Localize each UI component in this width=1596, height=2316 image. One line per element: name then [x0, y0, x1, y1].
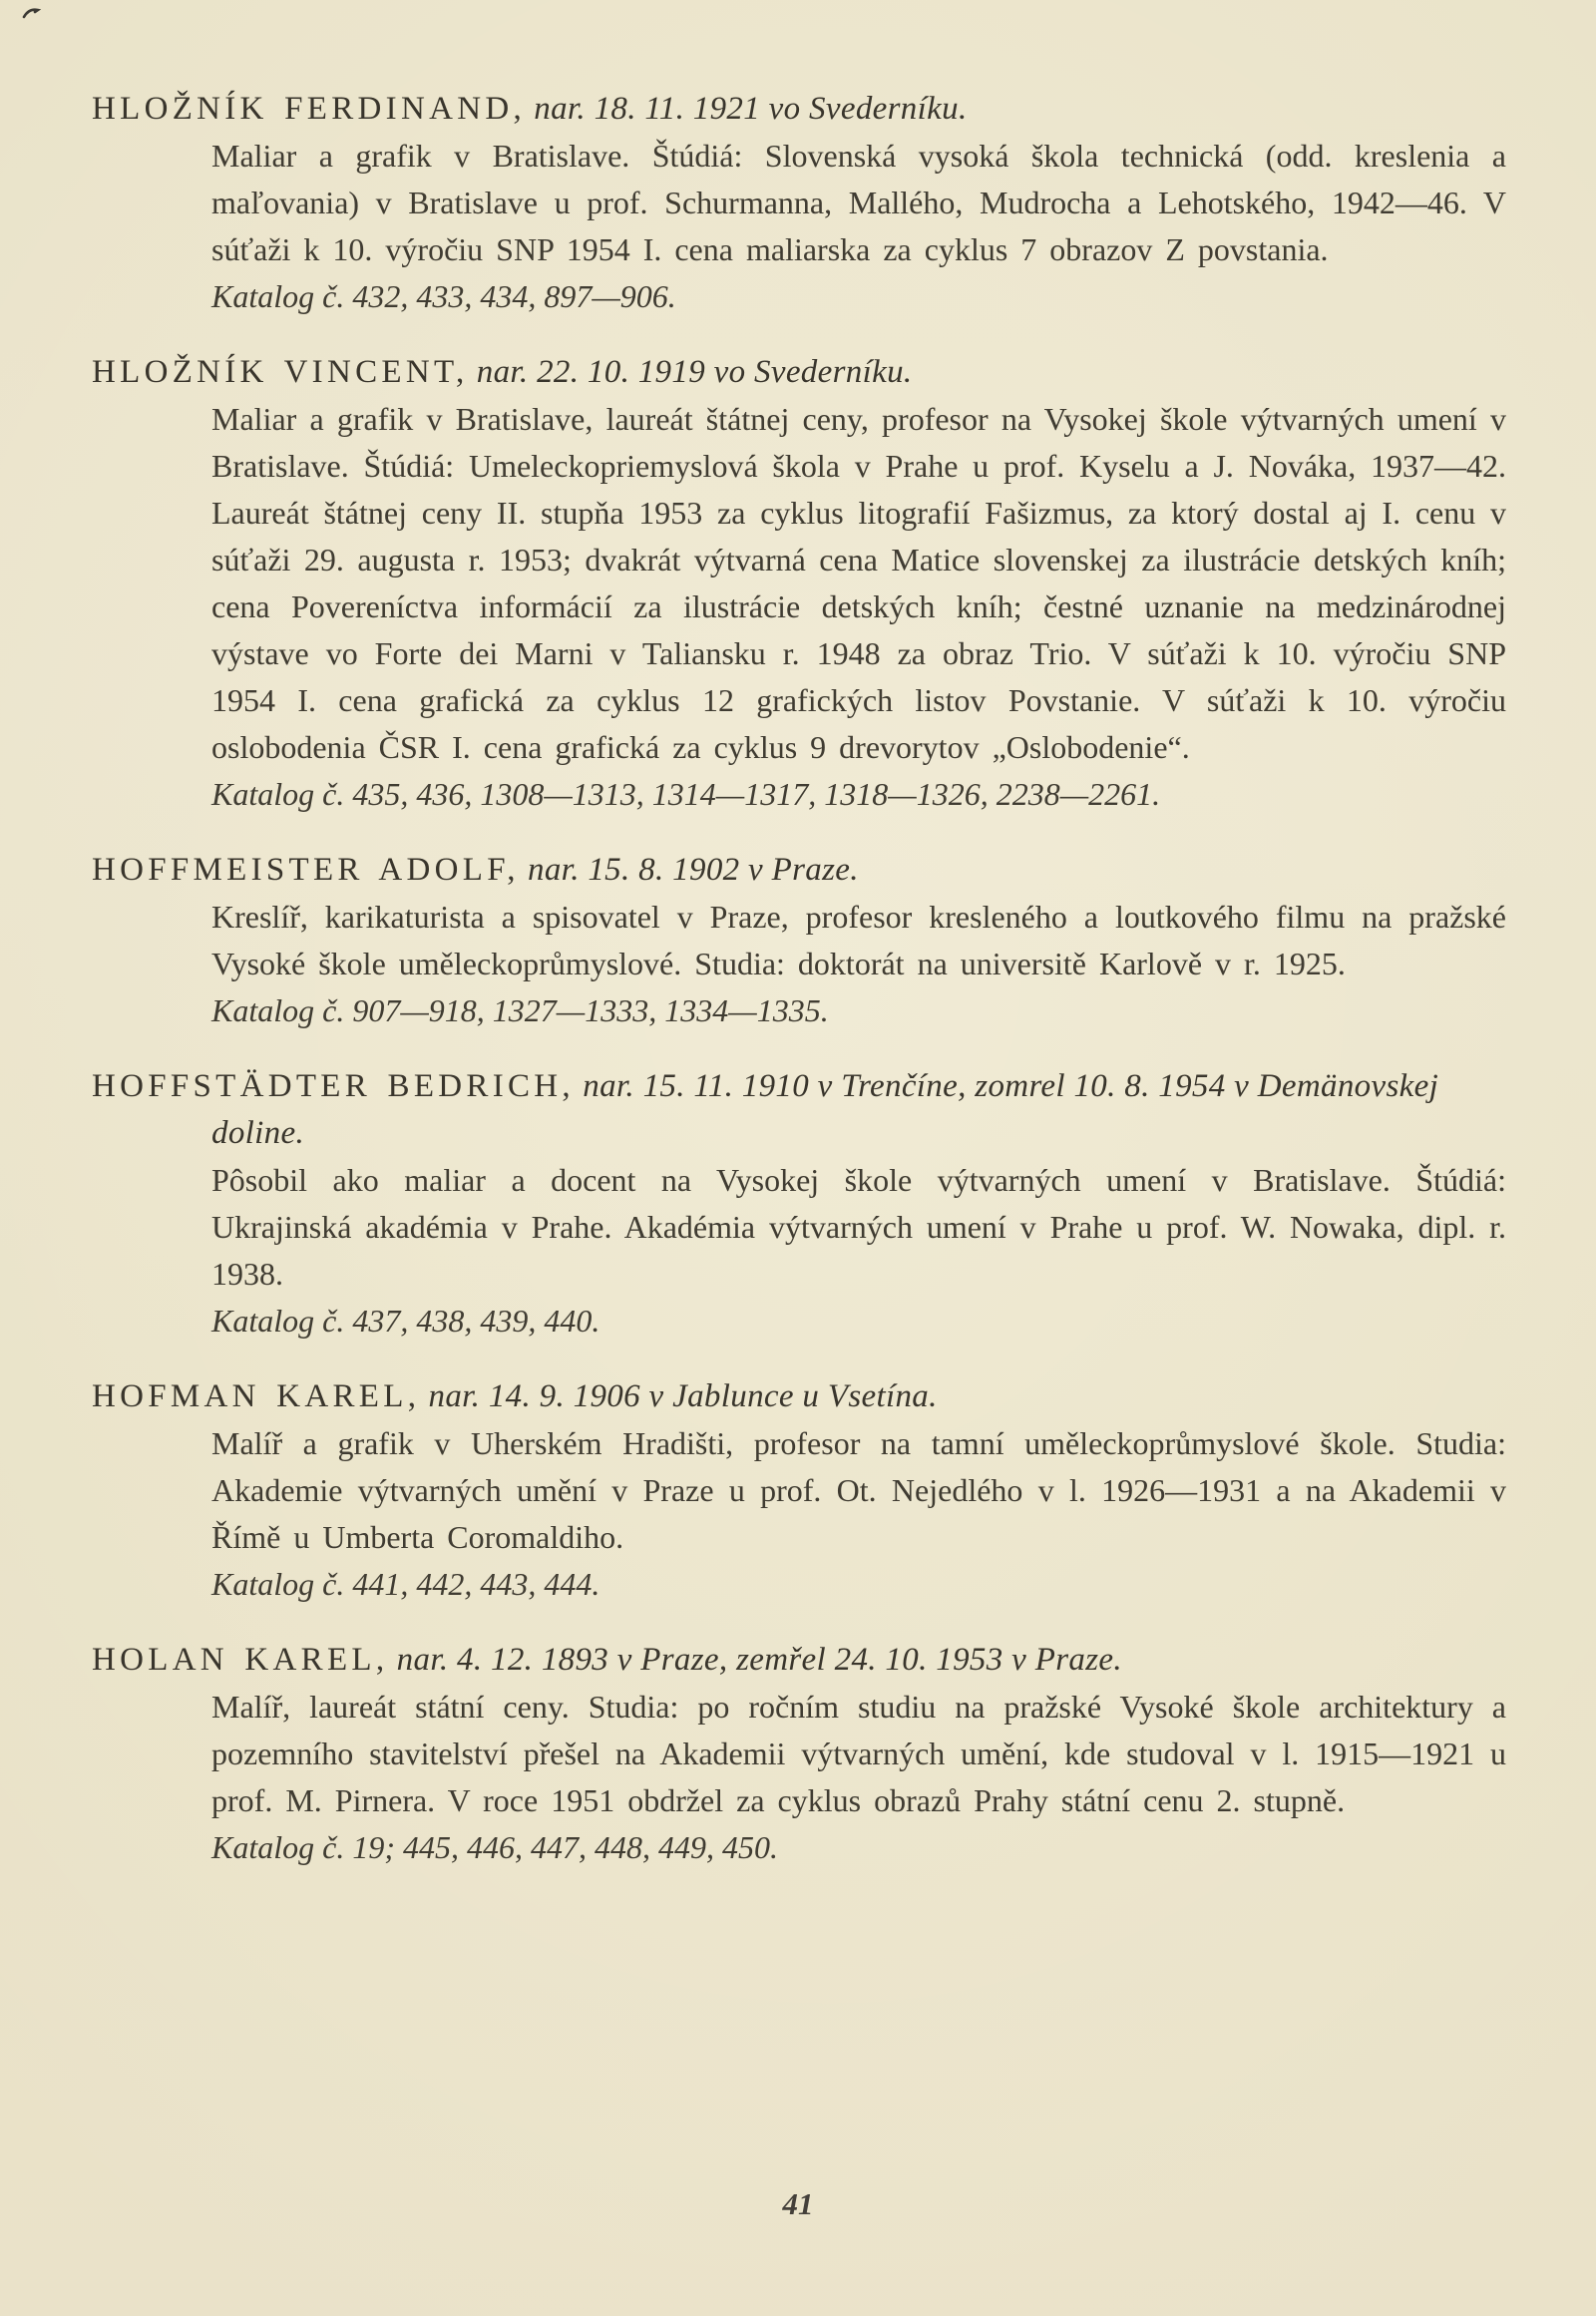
artist-name: HOFMAN KAREL,	[92, 1378, 421, 1414]
text-block	[92, 86, 1508, 1900]
artist-name: HLOŽNÍK VINCENT,	[92, 354, 469, 390]
entry-katalog-numbers: Katalog č. 435, 436, 1308—1313, 1314—1317, 1318—1326, 2238—2261.	[211, 776, 1161, 812]
entry-biography: Malíř a grafik v Uherském Hradišti, profesor na tamní uměleckoprůmyslové škole. Studia: Akademie výtvarných umění v Praze u prof. Ot. Nejedlého v l. 1926—1931 a na Akademii v Římě u Umberta Coromaldiho.	[211, 1425, 1506, 1555]
entry-katalog-numbers: Katalog č. 441, 442, 443, 444.	[211, 1566, 600, 1602]
artist-name: HOFFMEISTER ADOLF,	[92, 852, 520, 888]
artist-dates: nar. 22. 10. 1919 vo Svederníku.	[476, 354, 913, 390]
entry-katalog-numbers: Katalog č. 437, 438, 439, 440.	[211, 1303, 600, 1339]
entry-hloznik-ferdinand	[92, 86, 1508, 320]
entry-biography: Maliar a grafik v Bratislave, laureát štátnej ceny, profesor na Vysokej škole výtvarných umení v Bratislave. Štúdiá: Umeleckopriemyslová škola v Prahe u prof. Kyselu a J. Nováka, 1937—42. Laureát štátnej ceny II. stupňa 1953 za cyklus litografií Fašizmus, za ktorý dostal aj I. cenu v súťaži 29. augusta r. 1953; dvakrát výtvarná cena Matice slovenskej za ilustrácie detských kníh; cena Povereníctva informácií za ilustrácie detských kníh; čestné uznanie na medzinárodnej výstave vo Forte dei Marni v Taliansku r. 1948 za obraz Trio. V súťaži k 10. výročiu SNP 1954 I. cena grafická za cyklus 12 grafických listov Povstanie. V súťaži k 10. výročiu oslobodenia ČSR I. cena grafická za cyklus 9 drevorytov „Oslobodenie“.	[211, 401, 1506, 765]
artist-dates: nar. 15. 11. 1910 v Trenčíne, zomrel 10. 8. 1954 v Demänovskej doline.	[211, 1068, 1439, 1151]
entry-heading	[92, 1637, 1508, 1684]
artist-name: HLOŽNÍK FERDINAND,	[92, 91, 526, 127]
entry-katalog-numbers: Katalog č. 432, 433, 434, 897—906.	[211, 278, 676, 314]
entry-biography: Pôsobil ako maliar a docent na Vysokej škole výtvarných umení v Bratislave. Štúdiá: Ukrajinská akadémia v Prahe. Akadémia výtvarných umení v Prahe u prof. W. Nowaka, dipl. r. 1938.	[211, 1162, 1506, 1292]
entry-biography: Maliar a grafik v Bratislave. Štúdiá: Slovenská vysoká škola technická (odd. kreslenia a maľovania) v Bratislave u prof. Schurmanna, Mallého, Mudrocha a Lehotského, 1942—46. V súťaži k 10. výročiu SNP 1954 I. cena maliarska za cyklus 7 obrazov Z povstania.	[211, 138, 1506, 267]
entry-biography: Malíř, laureát státní ceny. Studia: po ročním studiu na pražské Vysoké škole architektury a pozemního stavitelství přešel na Akademii výtvarných umění, kde studoval v l. 1915—1921 u prof. M. Pirnera. V roce 1951 obdržel za cyklus obrazů Prahy státní cenu 2. stupně.	[211, 1689, 1506, 1818]
artist-dates: nar. 14. 9. 1906 v Jablunce u Vsetína.	[428, 1378, 938, 1414]
artist-dates: nar. 15. 8. 1902 v Praze.	[528, 852, 859, 888]
entry-heading	[92, 86, 1508, 133]
artist-name: HOLAN KAREL,	[92, 1642, 389, 1678]
artist-dates: nar. 4. 12. 1893 v Praze, zemřel 24. 10. 1953 v Praze.	[396, 1642, 1122, 1678]
entry-hofman-karel	[92, 1373, 1508, 1608]
handwritten-mark-icon	[22, 5, 42, 26]
artist-dates: nar. 18. 11. 1921 vo Svederníku.	[534, 91, 968, 127]
entry-heading	[92, 847, 1508, 894]
artist-name: HOFFSTÄDTER BEDRICH,	[92, 1068, 575, 1104]
entry-hoffmeister-adolf	[92, 847, 1508, 1034]
entry-katalog-numbers: Katalog č. 19; 445, 446, 447, 448, 449, 450.	[211, 1829, 778, 1865]
page-number: 41	[782, 2186, 814, 2221]
entry-hloznik-vincent	[92, 349, 1508, 818]
entry-heading	[92, 349, 1508, 396]
entry-katalog-numbers: Katalog č. 907—918, 1327—1333, 1334—1335.	[211, 992, 829, 1028]
entry-heading	[92, 1063, 1508, 1157]
entry-heading	[92, 1373, 1508, 1420]
entry-biography: Kreslíř, karikaturista a spisovatel v Praze, profesor kresleného a loutkového filmu na pražské Vysoké škole uměleckoprůmyslové. Studia: doktorát na universitě Karlově v r. 1925.	[211, 899, 1506, 981]
entry-hoffstadter-bedrich	[92, 1063, 1508, 1345]
entry-holan-karel	[92, 1637, 1508, 1871]
